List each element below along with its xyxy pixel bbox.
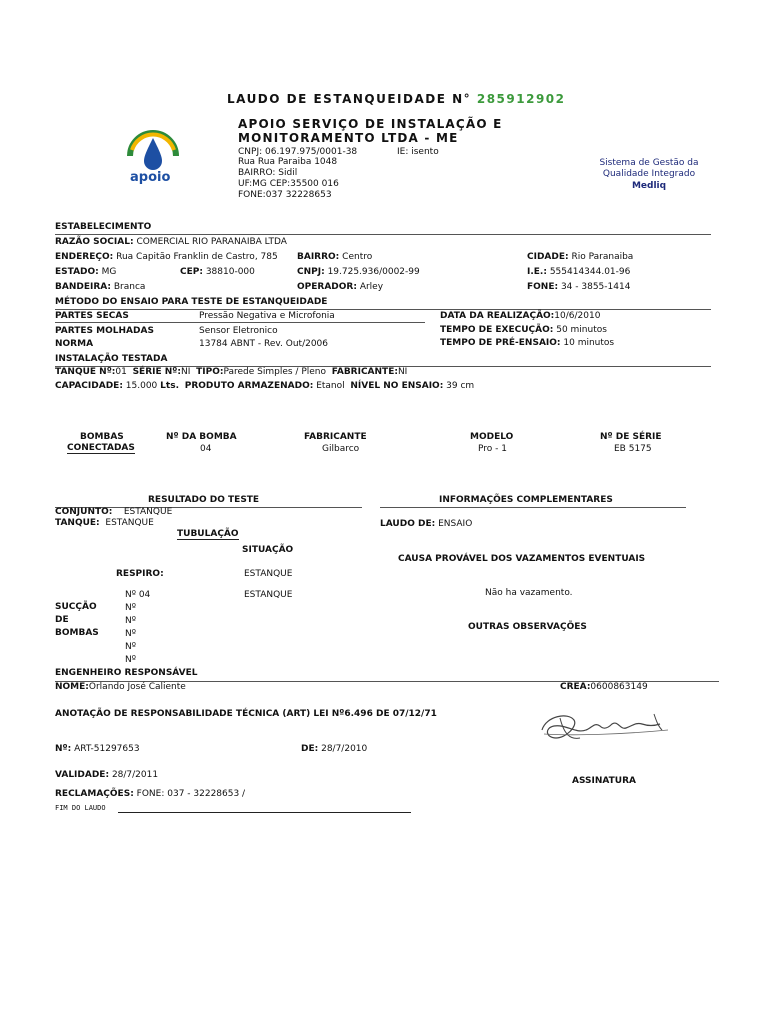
- partes-secas-label: PARTES SECAS: [55, 311, 129, 321]
- art-number: Nº: ART-51297653: [55, 744, 140, 754]
- bombas-header-2: CONECTADAS: [67, 443, 135, 453]
- endereco: ENDEREÇO: Rua Capitão Franklin de Castro, 785: [55, 252, 278, 262]
- serie-header: Nº DE SÉRIE: [600, 432, 662, 442]
- bomba-row-4: Nº: [125, 629, 136, 639]
- bomba-row-2: Nº: [125, 603, 136, 613]
- divider: [55, 309, 711, 310]
- instalacao-heading: INSTALAÇÃO TESTADA: [55, 354, 168, 364]
- engenheiro-nome: NOME:Orlando José Caliente: [55, 682, 186, 692]
- num-bomba-header: Nº DA BOMBA: [166, 432, 237, 442]
- bomba-row-1-value: ESTANQUE: [244, 590, 293, 600]
- sgq-line3: Medliq: [631, 181, 667, 191]
- fabricante-header: FABRICANTE: [304, 432, 367, 442]
- company-fone: FONE:037 32228653: [238, 190, 332, 200]
- operador: OPERADOR: Arley: [297, 282, 384, 292]
- norma-label: NORMA: [55, 339, 94, 349]
- succao-label-3: BOMBAS: [55, 628, 99, 638]
- causa-heading: CAUSA PROVÁVEL DOS VAZAMENTOS EVENTUAIS: [398, 554, 646, 564]
- sgq-line2: Qualidade Integrado: [602, 169, 696, 179]
- signature: [536, 708, 676, 748]
- report-number: 285912902: [476, 92, 566, 106]
- fim-line: [118, 812, 411, 813]
- respiro-value: ESTANQUE: [244, 569, 293, 579]
- causa-value: Não ha vazamento.: [485, 588, 573, 598]
- tanque-info: TANQUE Nº:01 SÉRIE Nº:NI TIPO:Parede Simples / Pleno FABRICANTE:NI: [55, 367, 408, 377]
- company-bairro: BAIRRO: Sidil: [238, 168, 298, 178]
- situacao-heading: SITUAÇÃO: [242, 545, 294, 555]
- laudo-de: LAUDO DE: ENSAIO: [380, 519, 473, 529]
- company-name-2: MONITORAMENTO LTDA - ME: [238, 131, 459, 145]
- company-name-1: APOIO SERVIÇO DE INSTALAÇÃO E: [238, 117, 503, 131]
- cidade: CIDADE: Rio Paranaiba: [527, 252, 634, 262]
- sgq-line1: Sistema de Gestão da: [599, 158, 699, 168]
- conjunto: CONJUNTO: ESTANQUE: [55, 507, 173, 517]
- num-bomba-value: 04: [200, 444, 212, 454]
- info-heading: INFORMAÇÕES COMPLEMENTARES: [439, 495, 613, 505]
- bomba-row-6: Nº: [125, 655, 136, 665]
- tempo-pre-ensaio: TEMPO DE PRÉ-ENSAIO: 10 minutos: [440, 338, 615, 348]
- modelo-header: MODELO: [470, 432, 514, 442]
- partes-molhadas-value: Sensor Eletronico: [199, 326, 278, 336]
- metodo-heading: MÉTODO DO ENSAIO PARA TESTE DE ESTANQUEIDADE: [55, 297, 328, 307]
- cep: CEP: 38810-000: [180, 267, 255, 277]
- fabricante-value: Gilbarco: [322, 444, 360, 454]
- succao-label-1: SUCÇÃO: [55, 602, 97, 612]
- company-address: Rua Rua Paraiba 1048: [238, 157, 338, 167]
- bomba-row-5: Nº: [125, 642, 136, 652]
- logo-text: apoio: [130, 170, 171, 185]
- report-title: [227, 92, 566, 106]
- estabelecimento-heading: ESTABELECIMENTO: [55, 222, 152, 232]
- bandeira: BANDEIRA: Branca: [55, 282, 146, 292]
- signature-icon: [536, 708, 676, 748]
- succao-label-2: DE: [55, 615, 69, 625]
- respiro-label: RESPIRO:: [116, 569, 164, 579]
- tempo-execucao: TEMPO DE EXECUÇÃO: 50 minutos: [440, 325, 607, 335]
- razao-social: RAZÃO SOCIAL: COMERCIAL RIO PARANAIBA LTDA: [55, 237, 287, 247]
- engenheiro-crea: CREA:0600863149: [560, 682, 648, 692]
- norma-value: 13784 ABNT - Rev. Out/2006: [199, 339, 329, 349]
- fim-do-laudo: FIM DO LAUDO: [55, 804, 106, 812]
- reclamacoes: RECLAMAÇÕES: FONE: 037 - 32228653 /: [55, 789, 246, 799]
- report-title-prefix: LAUDO DE ESTANQUEIDADE N°: [227, 92, 472, 106]
- inscricao-estadual: I.E.: 555414344.01-96: [527, 267, 631, 277]
- validade: VALIDADE: 28/7/2011: [55, 770, 159, 780]
- partes-secas-value: Pressão Negativa e Microfonia: [199, 311, 335, 321]
- art-title: ANOTAÇÃO DE RESPONSABILIDADE TÉCNICA (ART) LEI Nº6.496 DE 07/12/71: [55, 709, 437, 719]
- estado: ESTADO: MG: [55, 267, 117, 277]
- art-date: DE: 28/7/2010: [301, 744, 368, 754]
- tubulacao-heading: TUBULAÇÃO: [177, 529, 239, 539]
- cnpj: CNPJ: 19.725.936/0002-99: [297, 267, 420, 277]
- bairro: BAIRRO: Centro: [297, 252, 373, 262]
- divider: [380, 507, 686, 508]
- divider: [55, 322, 425, 323]
- divider: [55, 234, 711, 235]
- engenheiro-heading: ENGENHEIRO RESPONSÁVEL: [55, 668, 198, 678]
- resultado-heading: RESULTADO DO TESTE: [148, 495, 260, 505]
- capacidade-info: CAPACIDADE: 15.000 Lts. PRODUTO ARMAZENADO: Etanol NÍVEL NO ENSAIO: 39 cm: [55, 381, 475, 391]
- serie-value: EB 5175: [614, 444, 652, 454]
- modelo-value: Pro - 1: [478, 444, 507, 454]
- outras-heading: OUTRAS OBSERVAÇÕES: [468, 622, 587, 632]
- fone: FONE: 34 - 3855-1414: [527, 282, 631, 292]
- bomba-row-1: Nº 04: [125, 590, 151, 600]
- bomba-row-3: Nº: [125, 616, 136, 626]
- bombas-header-1: BOMBAS: [80, 432, 124, 442]
- company-cnpj: CNPJ: 06.197.975/0001-38: [238, 147, 358, 157]
- assinatura-label: ASSINATURA: [572, 776, 637, 786]
- partes-molhadas-label: PARTES MOLHADAS: [55, 326, 154, 336]
- tanque-resultado: TANQUE: ESTANQUE: [55, 518, 154, 528]
- company-ie: IE: isento: [397, 147, 439, 157]
- company-uf-cep: UF:MG CEP:35500 016: [238, 179, 339, 189]
- data-realizacao: DATA DA REALIZAÇÃO:10/6/2010: [440, 311, 601, 321]
